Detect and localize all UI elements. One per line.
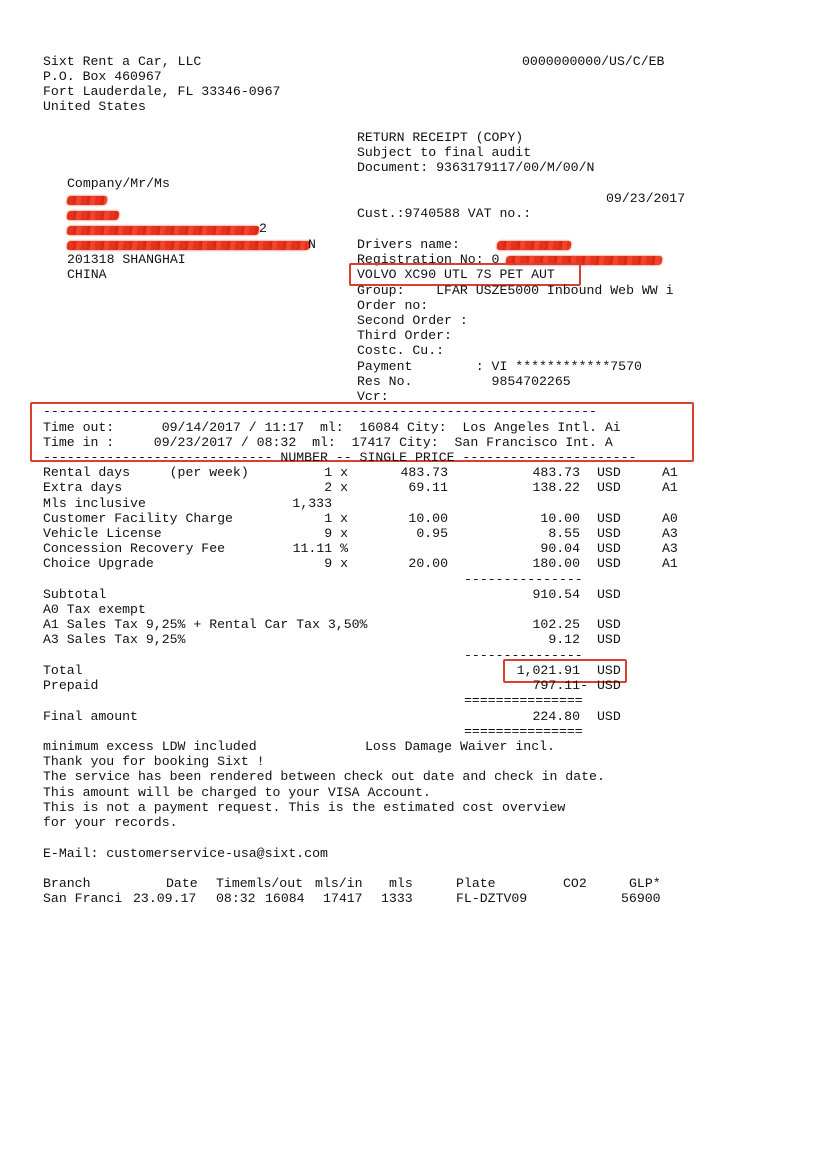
item-currency: USD	[597, 526, 621, 541]
ldw-right-note: Loss Damage Waiver incl.	[365, 739, 555, 754]
redaction-mark	[66, 211, 119, 220]
order-no: Order no:	[357, 298, 429, 313]
item-label: Rental days (per week)	[43, 465, 249, 480]
prepaid-label: Prepaid	[43, 678, 99, 693]
item-unit-price: 483.73	[400, 465, 448, 480]
reference-code: 0000000000/US/C/EB	[522, 54, 665, 69]
item-tax-code: A3	[662, 541, 678, 556]
time-out-line: Time out: 09/14/2017 / 11:17 ml: 16084 City: Los Angeles Intl. Ai	[43, 420, 621, 435]
item-tax-code: A3	[662, 526, 678, 541]
subtotal-label: Subtotal	[43, 587, 107, 602]
item-currency: USD	[597, 556, 621, 571]
item-total: 10.00	[540, 511, 580, 526]
header-date: Date	[166, 876, 198, 891]
cost-center: Costc. Cu.:	[357, 343, 445, 358]
prepaid-currency: USD	[597, 678, 621, 693]
service-note: The service has been rendered between check out date and check in date.	[43, 769, 605, 784]
final-divider: ===============	[464, 693, 583, 708]
redaction-mark	[66, 196, 107, 205]
tax-exempt-label: A0 Tax exempt	[43, 602, 146, 617]
a3-tax-currency: USD	[597, 632, 621, 647]
item-quantity: 11.11 %	[292, 541, 348, 556]
item-quantity: 2 x	[324, 480, 348, 495]
customer-address-fragment: 2	[259, 221, 267, 236]
company-po-box: P.O. Box 460967	[43, 69, 162, 84]
records-note: for your records.	[43, 815, 178, 830]
customer-address-fragment: N	[308, 237, 316, 252]
item-label: Choice Upgrade	[43, 556, 154, 571]
item-quantity: 9 x	[324, 556, 348, 571]
item-currency: USD	[597, 480, 621, 495]
customer-salutation: Company/Mr/Ms	[67, 176, 170, 191]
cell-mls-out: 16084	[265, 891, 305, 906]
subtotal-currency: USD	[597, 587, 621, 602]
cell-date: 23.09.17	[133, 891, 197, 906]
item-currency: USD	[597, 511, 621, 526]
header-plate: Plate	[456, 876, 496, 891]
item-total: 483.73	[532, 465, 580, 480]
cell-mls-in: 17417	[323, 891, 363, 906]
item-tax-code: A1	[662, 480, 678, 495]
subtotal-divider: ---------------	[464, 572, 583, 587]
total-divider: ---------------	[464, 648, 583, 663]
final-amount-value: 224.80	[532, 709, 580, 724]
time-in-line: Time in : 09/23/2017 / 08:32 ml: 17417 City: San Francisco Int. A	[43, 435, 613, 450]
reservation-number: Res No. 9854702265	[357, 374, 571, 389]
header-branch: Branch	[43, 876, 91, 891]
voucher: Vcr:	[357, 389, 389, 404]
item-quantity: 1 x	[324, 465, 348, 480]
company-name: Sixt Rent a Car, LLC	[43, 54, 202, 69]
item-currency: USD	[597, 465, 621, 480]
cell-plate: FL-DZTV09	[456, 891, 528, 906]
item-tax-code: A0	[662, 511, 678, 526]
payment-request-note: This is not a payment request. This is the estimated cost overview	[43, 800, 566, 815]
third-order: Third Order:	[357, 328, 452, 343]
receipt-subtitle: Subject to final audit	[357, 145, 532, 160]
header-time-mls-out: Timemls/out	[216, 876, 304, 891]
a1-tax-currency: USD	[597, 617, 621, 632]
cell-time: 08:32	[216, 891, 256, 906]
item-label: Concession Recovery Fee	[43, 541, 226, 556]
item-unit-price: 0.95	[416, 526, 448, 541]
header-co2: CO2	[563, 876, 587, 891]
second-order: Second Order :	[357, 313, 468, 328]
item-total: 138.22	[532, 480, 580, 495]
header-glp: GLP*	[629, 876, 661, 891]
item-total: 180.00	[532, 556, 580, 571]
header-mls: mls	[389, 876, 413, 891]
total-currency: USD	[597, 663, 621, 678]
customer-postal: 201318 SHANGHAI	[67, 252, 186, 267]
cell-mls: 1333	[381, 891, 413, 906]
header-mls-in: mls/in	[315, 876, 363, 891]
item-label: Customer Facility Charge	[43, 511, 233, 526]
item-tax-code: A1	[662, 556, 678, 571]
registration-label: Registration No: 0	[357, 252, 500, 267]
prepaid-value: 797.11-	[532, 678, 588, 693]
item-tax-code: A1	[662, 465, 678, 480]
email-line: E-Mail: customerservice-usa@sixt.com	[43, 846, 328, 861]
subtotal-value: 910.54	[532, 587, 580, 602]
ldw-note: minimum excess LDW included	[43, 739, 257, 754]
a1-tax-label: A1 Sales Tax 9,25% + Rental Car Tax 3,50%	[43, 617, 368, 632]
receipt-date: 09/23/2017	[606, 191, 686, 206]
redaction-mark	[66, 226, 259, 235]
redaction-mark	[66, 241, 310, 250]
receipt-title: RETURN RECEIPT (COPY)	[357, 130, 524, 145]
cell-branch: San Franci	[43, 891, 123, 906]
price-header-separator: ----------------------------- NUMBER -- SINGLE PRICE ----------------------	[43, 450, 637, 465]
vehicle-model: VOLVO XC90 UTL 7S PET AUT	[357, 267, 555, 282]
payment-info: Payment : VI ************7570	[357, 359, 642, 374]
company-city: Fort Lauderdale, FL 33346-0967	[43, 84, 281, 99]
item-label: Mls inclusive	[43, 496, 146, 511]
item-quantity: 1,333	[292, 496, 332, 511]
redaction-mark	[496, 241, 571, 250]
item-label: Vehicle License	[43, 526, 162, 541]
cell-glp: 56900	[621, 891, 661, 906]
item-currency: USD	[597, 541, 621, 556]
company-country: United States	[43, 99, 146, 114]
item-quantity: 9 x	[324, 526, 348, 541]
item-label: Extra days	[43, 480, 123, 495]
final-amount-label: Final amount	[43, 709, 138, 724]
item-unit-price: 69.11	[408, 480, 448, 495]
total-label: Total	[43, 663, 83, 678]
final-divider-bottom: ===============	[464, 724, 583, 739]
drivers-name-label: Drivers name:	[357, 237, 460, 252]
a3-tax-label: A3 Sales Tax 9,25%	[43, 632, 186, 647]
vehicle-group: Group: LFAR USZE5000 Inbound Web WW i	[357, 283, 674, 298]
total-value: 1,021.91	[516, 663, 580, 678]
thanks-note: Thank you for booking Sixt !	[43, 754, 265, 769]
item-unit-price: 10.00	[408, 511, 448, 526]
customer-country: CHINA	[67, 267, 107, 282]
a1-tax-value: 102.25	[532, 617, 580, 632]
customer-number: Cust.:9740588 VAT no.:	[357, 206, 532, 221]
document-number: Document: 9363179117/00/M/00/N	[357, 160, 595, 175]
item-total: 90.04	[540, 541, 580, 556]
item-total: 8.55	[548, 526, 580, 541]
item-quantity: 1 x	[324, 511, 348, 526]
item-unit-price: 20.00	[408, 556, 448, 571]
final-amount-currency: USD	[597, 709, 621, 724]
a3-tax-value: 9.12	[548, 632, 580, 647]
separator-line: ----------------------------------------------------------------------	[43, 404, 597, 419]
charge-note: This amount will be charged to your VISA Account.	[43, 785, 431, 800]
